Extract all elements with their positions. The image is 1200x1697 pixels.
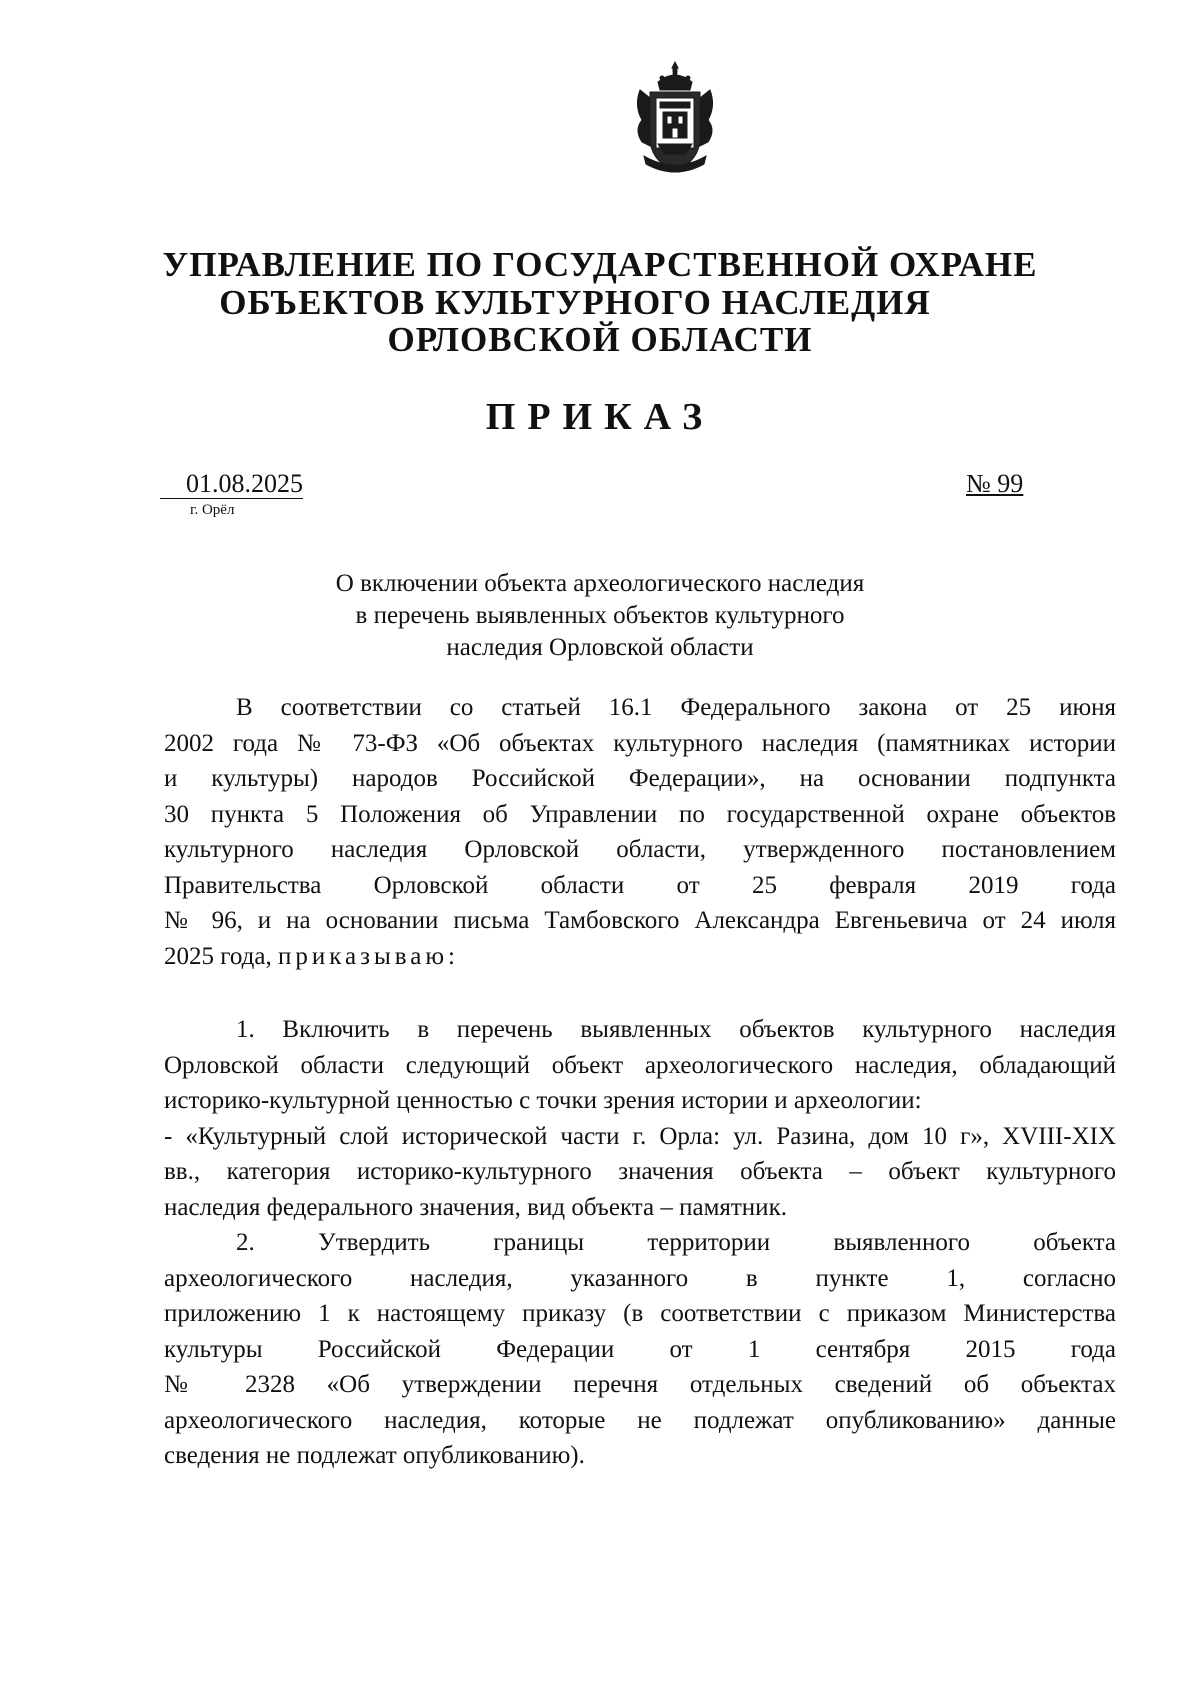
preamble-paragraph <box>164 690 1116 974</box>
text-line: археологического наследия, которые не подлежат опубликованию» данные <box>164 1406 1116 1434</box>
text-line: и культуры) народов Российской Федерации», на основании подпункта <box>164 765 1116 792</box>
text-line: В соответствии со статьей 16.1 Федерального закона от 25 июня <box>236 694 1116 721</box>
text-line: № 2328 «Об утверждении перечня отдельных сведений об объектах <box>164 1371 1116 1398</box>
organization-name-line-2: ОБЪЕКТОВ КУЛЬТУРНОГО НАСЛЕДИЯ <box>219 283 931 322</box>
text-line: вв., категория историко-культурного значения объекта – объект культурного <box>164 1158 1116 1185</box>
text-line: приложению 1 к настоящему приказу (в соответствии с приказом Министерства <box>164 1300 1116 1327</box>
document-type-title: ПРИКАЗ <box>485 396 715 438</box>
order-verb: приказываю: <box>277 942 459 970</box>
text-line: культурного наследия Орловской области, утвержденного постановлением <box>164 836 1116 863</box>
text-line: наследия федерального значения, вид объекта – памятник. <box>164 1193 787 1221</box>
document-city: г. Орёл <box>190 502 235 518</box>
text-line <box>164 939 1116 975</box>
text-line: археологического наследия, указанного в пункте 1, согласно <box>164 1264 1116 1292</box>
subject-line: наследия Орловской области <box>446 634 754 661</box>
subject-line: в перечень выявленных объектов культурного <box>355 602 845 629</box>
text-line: 1. Включить в перечень выявленных объектов культурного наследия <box>236 1016 1116 1043</box>
organization-name-line-3: ОРЛОВСКОЙ ОБЛАСТИ <box>387 320 813 359</box>
text-line: 2002 года № 73-ФЗ «Об объектах культурного наследия (памятниках истории <box>164 729 1116 757</box>
text-line: 30 пункта 5 Положения об Управлении по государственной охране объектов <box>164 800 1116 828</box>
text-line: Правительства Орловской области от 25 февраля 2019 года <box>164 871 1116 899</box>
coat-of-arms-emblem <box>630 60 720 180</box>
subject-line: О включении объекта археологического наследия <box>335 570 865 597</box>
document-subject <box>0 568 1200 664</box>
text-line: - «Культурный слой исторической части г. Орла: ул. Разина, дом 10 г», XVIII-XIX <box>164 1122 1116 1150</box>
document-date: 01.08.2025 <box>160 470 303 499</box>
text-line: историко-культурной ценностью с точки зрения истории и археологии: <box>164 1087 922 1114</box>
order-item-1 <box>164 1012 1116 1225</box>
text-line: № 96, и на основании письма Тамбовского Александра Евгеньевича от 24 июля <box>164 907 1116 934</box>
text-line: культуры Российской Федерации от 1 сентября 2015 года <box>164 1335 1116 1363</box>
text-line: 2. Утвердить границы территории выявленного объекта <box>236 1229 1116 1256</box>
order-item-2 <box>164 1225 1116 1474</box>
document-number: № 99 <box>966 469 1024 498</box>
organization-name-line-1: УПРАВЛЕНИЕ ПО ГОСУДАРСТВЕННОЙ ОХРАНЕ <box>162 245 1038 284</box>
text-fragment: 2025 года, <box>164 942 278 970</box>
text-line: Орловской области следующий объект археологического наследия, обладающий <box>164 1051 1116 1079</box>
text-line: сведения не подлежат опубликованию). <box>164 1442 585 1469</box>
